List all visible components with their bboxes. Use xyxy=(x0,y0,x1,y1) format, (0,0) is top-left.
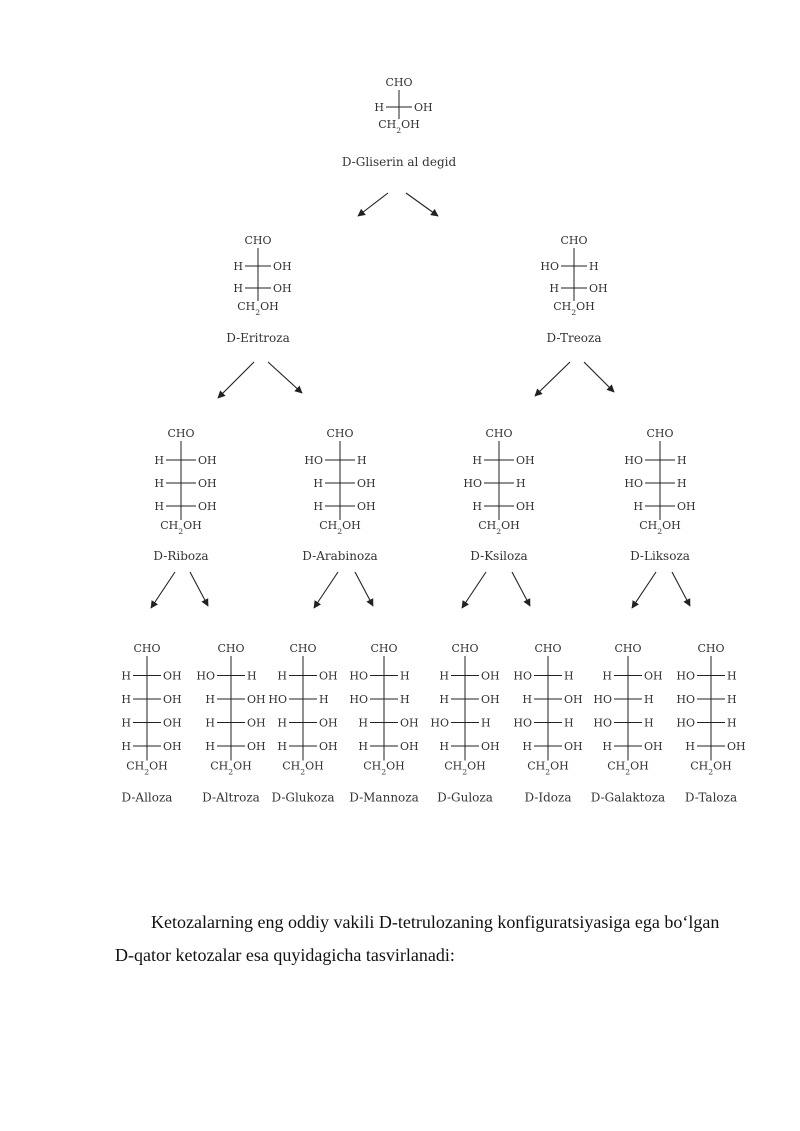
right-substituent-label: OH xyxy=(516,453,535,467)
left-substituent-label: H xyxy=(121,716,131,730)
fischer-projection xyxy=(513,642,582,805)
right-substituent-label: H xyxy=(516,476,526,490)
hydroxymethyl-group-label: $CH_2OH$ xyxy=(237,300,279,317)
fischer-projection xyxy=(676,642,745,805)
hydroxymethyl-group-label: $CH_2OH$ xyxy=(639,519,681,536)
right-substituent-label: H xyxy=(727,716,737,730)
left-substituent-label: HO xyxy=(624,476,643,490)
sugar-name-label: D-Idoza xyxy=(524,790,572,805)
hydroxymethyl-group-label: $CH_2OH$ xyxy=(282,759,324,776)
aldehyde-group-label: CHO xyxy=(485,427,513,440)
left-substituent-label: HO xyxy=(196,669,215,683)
right-substituent-label: OH xyxy=(163,739,182,753)
fischer-projection xyxy=(349,642,419,805)
left-substituent-label: HO xyxy=(304,453,323,467)
sugar-name-label: D-Alloza xyxy=(121,790,173,805)
derivation-arrow xyxy=(355,572,373,606)
derivation-arrow xyxy=(672,572,690,606)
aldehyde-group-label: CHO xyxy=(385,76,413,89)
right-substituent-label: H xyxy=(677,453,687,467)
right-substituent-label: OH xyxy=(319,669,338,683)
right-substituent-label: H xyxy=(564,716,574,730)
left-substituent-label: H xyxy=(522,739,532,753)
hydroxymethyl-group-label: $CH_2OH$ xyxy=(126,759,168,776)
right-substituent-label: OH xyxy=(400,739,419,753)
right-substituent-label: OH xyxy=(357,499,376,513)
sugar-name-label: D-Taloza xyxy=(684,790,738,805)
aldehyde-group-label: CHO xyxy=(167,427,195,440)
right-substituent-label: H xyxy=(357,453,367,467)
right-substituent-label: OH xyxy=(247,716,266,730)
right-substituent-label: OH xyxy=(677,499,696,513)
derivation-arrow xyxy=(462,572,486,608)
derivation-arrow xyxy=(535,362,570,396)
aldehyde-group-label: CHO xyxy=(451,642,479,655)
hydroxymethyl-group-label: $CH_2OH$ xyxy=(378,118,420,135)
arrows-layer xyxy=(151,193,690,608)
right-substituent-label: OH xyxy=(481,669,500,683)
left-substituent-label: H xyxy=(313,476,323,490)
left-substituent-label: H xyxy=(233,259,243,273)
left-substituent-label: H xyxy=(205,692,215,706)
right-substituent-label: H xyxy=(644,716,654,730)
right-substituent-label: OH xyxy=(163,669,182,683)
right-substituent-label: H xyxy=(589,259,599,273)
left-substituent-label: HO xyxy=(463,476,482,490)
fischer-projection xyxy=(540,234,607,345)
derivation-arrow xyxy=(218,362,254,398)
left-substituent-label: H xyxy=(154,476,164,490)
derivation-arrow xyxy=(358,193,388,216)
sugar-name-label: D-Ksiloza xyxy=(470,549,528,563)
left-substituent-label: H xyxy=(121,669,131,683)
right-substituent-label: OH xyxy=(644,739,663,753)
aldehyde-group-label: CHO xyxy=(326,427,354,440)
left-substituent-label: H xyxy=(277,716,287,730)
aldehyde-group-label: CHO xyxy=(697,642,725,655)
left-substituent-label: HO xyxy=(513,669,532,683)
left-substituent-label: HO xyxy=(624,453,643,467)
left-substituent-label: HO xyxy=(676,692,695,706)
left-substituent-label: H xyxy=(522,692,532,706)
right-substituent-label: OH xyxy=(247,692,266,706)
sugar-name-label: D-Altroza xyxy=(202,790,260,805)
left-substituent-label: H xyxy=(121,692,131,706)
left-substituent-label: HO xyxy=(593,692,612,706)
sugar-name-label: D-Guloza xyxy=(437,790,493,805)
aldehyde-group-label: CHO xyxy=(646,427,674,440)
right-substituent-label: OH xyxy=(273,281,292,295)
left-substituent-label: HO xyxy=(540,259,559,273)
right-substituent-label: OH xyxy=(198,453,217,467)
fischer-projection xyxy=(268,642,337,805)
right-substituent-label: H xyxy=(247,669,257,683)
left-substituent-label: HO xyxy=(268,692,287,706)
hydroxymethyl-group-label: $CH_2OH$ xyxy=(363,759,405,776)
fischer-projection xyxy=(463,427,534,563)
left-substituent-label: H xyxy=(277,739,287,753)
fischer-projection xyxy=(226,234,291,345)
structures-layer xyxy=(121,76,745,805)
left-substituent-label: H xyxy=(121,739,131,753)
right-substituent-label: H xyxy=(677,476,687,490)
paragraph-line-1: Ketozalarning eng oddiy vakili D-tetrulozaning konfiguratsiyasiga ega bo‘lgan xyxy=(151,912,720,932)
fischer-projection xyxy=(624,427,695,563)
left-substituent-label: HO xyxy=(430,716,449,730)
right-substituent-label: OH xyxy=(400,716,419,730)
left-substituent-label: HO xyxy=(593,716,612,730)
fischer-projection xyxy=(196,642,265,805)
right-substituent-label: OH xyxy=(273,259,292,273)
left-substituent-label: H xyxy=(439,692,449,706)
left-substituent-label: H xyxy=(205,739,215,753)
left-substituent-label: H xyxy=(205,716,215,730)
left-substituent-label: H xyxy=(313,499,323,513)
right-substituent-label: OH xyxy=(516,499,535,513)
right-substituent-label: OH xyxy=(481,739,500,753)
fischer-projection xyxy=(591,642,665,805)
left-substituent-label: HO xyxy=(513,716,532,730)
right-substituent-label: H xyxy=(481,716,491,730)
derivation-arrow xyxy=(314,572,338,608)
right-substituent-label: OH xyxy=(319,716,338,730)
sugar-name-label: D-Eritroza xyxy=(226,331,290,345)
derivation-arrow xyxy=(406,193,438,216)
left-substituent-label: HO xyxy=(349,669,368,683)
derivation-arrow xyxy=(512,572,530,606)
left-substituent-label: HO xyxy=(349,692,368,706)
fischer-projection xyxy=(153,427,216,563)
aldehyde-group-label: CHO xyxy=(614,642,642,655)
right-substituent-label: OH xyxy=(163,716,182,730)
left-substituent-label: H xyxy=(472,453,482,467)
right-substituent-label: OH xyxy=(163,692,182,706)
right-substituent-label: H xyxy=(400,692,410,706)
left-substituent-label: H xyxy=(549,281,559,295)
fischer-projection xyxy=(302,427,377,563)
aldehyde-group-label: CHO xyxy=(370,642,398,655)
sugar-name-label: D-Treoza xyxy=(546,331,602,345)
hydroxymethyl-group-label: $CH_2OH$ xyxy=(690,759,732,776)
aldehyde-group-label: CHO xyxy=(244,234,272,247)
sugar-name-label: D-Gliserin al degid xyxy=(341,155,457,169)
right-substituent-label: H xyxy=(564,669,574,683)
left-substituent-label: H xyxy=(358,739,368,753)
right-substituent-label: OH xyxy=(589,281,608,295)
right-substituent-label: OH xyxy=(247,739,266,753)
right-substituent-label: OH xyxy=(198,499,217,513)
right-substituent-label: H xyxy=(400,669,410,683)
left-substituent-label: H xyxy=(685,739,695,753)
hydroxymethyl-group-label: $CH_2OH$ xyxy=(553,300,595,317)
right-substituent-label: H xyxy=(727,692,737,706)
left-substituent-label: HO xyxy=(676,716,695,730)
right-substituent-label: OH xyxy=(357,476,376,490)
hydroxymethyl-group-label: $CH_2OH$ xyxy=(319,519,361,536)
paragraph-line-2: D-qator ketozalar esa quyidagicha tasvirlanadi: xyxy=(115,945,455,965)
fischer-projection xyxy=(121,642,181,805)
left-substituent-label: H xyxy=(374,100,384,114)
left-substituent-label: H xyxy=(633,499,643,513)
left-substituent-label: HO xyxy=(676,669,695,683)
left-substituent-label: H xyxy=(602,739,612,753)
right-substituent-label: H xyxy=(319,692,329,706)
right-substituent-label: H xyxy=(644,692,654,706)
right-substituent-label: OH xyxy=(644,669,663,683)
derivation-arrow xyxy=(632,572,656,608)
derivation-arrow xyxy=(151,572,175,608)
left-substituent-label: H xyxy=(439,669,449,683)
fischer-projection xyxy=(430,642,499,805)
left-substituent-label: H xyxy=(439,739,449,753)
fischer-projection xyxy=(342,76,457,169)
hydroxymethyl-group-label: $CH_2OH$ xyxy=(607,759,649,776)
hydroxymethyl-group-label: $CH_2OH$ xyxy=(478,519,520,536)
hydroxymethyl-group-label: $CH_2OH$ xyxy=(210,759,252,776)
right-substituent-label: H xyxy=(727,669,737,683)
left-substituent-label: H xyxy=(154,499,164,513)
aldehyde-group-label: CHO xyxy=(560,234,588,247)
right-substituent-label: OH xyxy=(198,476,217,490)
sugar-name-label: D-Riboza xyxy=(153,549,209,563)
aldehyde-group-label: CHO xyxy=(534,642,562,655)
aldehyde-group-label: CHO xyxy=(217,642,245,655)
sugar-name-label: D-Mannoza xyxy=(349,790,419,805)
aldehyde-group-label: CHO xyxy=(289,642,317,655)
right-substituent-label: OH xyxy=(564,692,583,706)
sugar-name-label: D-Arabinoza xyxy=(302,549,378,563)
left-substituent-label: H xyxy=(277,669,287,683)
left-substituent-label: H xyxy=(154,453,164,467)
hydroxymethyl-group-label: $CH_2OH$ xyxy=(527,759,569,776)
derivation-arrow xyxy=(584,362,614,392)
right-substituent-label: OH xyxy=(414,100,433,114)
sugar-name-label: D-Galaktoza xyxy=(590,790,666,805)
right-substituent-label: OH xyxy=(564,739,583,753)
hydroxymethyl-group-label: $CH_2OH$ xyxy=(444,759,486,776)
right-substituent-label: OH xyxy=(319,739,338,753)
left-substituent-label: H xyxy=(358,716,368,730)
left-substituent-label: H xyxy=(472,499,482,513)
derivation-arrow xyxy=(190,572,208,606)
left-substituent-label: H xyxy=(233,281,243,295)
aldehyde-group-label: CHO xyxy=(133,642,161,655)
derivation-arrow xyxy=(268,362,302,393)
sugar-name-label: D-Glukoza xyxy=(271,790,335,805)
left-substituent-label: H xyxy=(602,669,612,683)
hydroxymethyl-group-label: $CH_2OH$ xyxy=(160,519,202,536)
right-substituent-label: OH xyxy=(481,692,500,706)
sugar-name-label: D-Liksoza xyxy=(630,549,690,563)
right-substituent-label: OH xyxy=(727,739,746,753)
